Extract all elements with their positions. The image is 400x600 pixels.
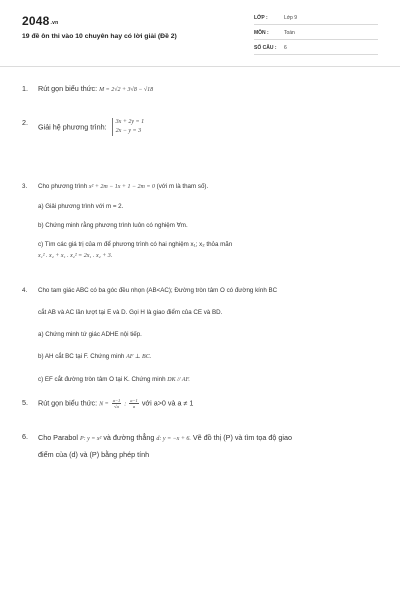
- sub-question-b: b) Chứng minh rằng phương trình luôn có nghiệm ∀m.: [38, 222, 188, 229]
- question-number: 4.: [22, 287, 28, 294]
- question-number: 1.: [22, 84, 28, 93]
- math-expression: x₁² . x₂ + x₁ . x₂² = 2x₁ . x₂ + 3.: [38, 253, 113, 259]
- logo[interactable]: $2048_{.vn}$: [22, 14, 59, 28]
- sub-question-b: b) AH cắt BC tại F. Chứng minh AF ⊥ BC.: [38, 353, 152, 360]
- sub-question-a: a) Giải phương trình với m = 2.: [38, 203, 124, 210]
- equation-system: 3x + 2y = 1 2x − y = 3: [112, 118, 144, 136]
- question-number: 2.: [22, 118, 28, 127]
- meta-label: SỐ CÂU :: [254, 45, 277, 51]
- math-expression: M = 2√2 + 3√8 − √18: [99, 87, 154, 93]
- fraction: $\frac{a-1}{√a}$: [112, 398, 121, 409]
- meta-class-row: [254, 13, 378, 25]
- question-body: Cho Parabol P: y = x² và đường thẳng d: y = −x + 6. Vẽ đồ thị (P) và tìm tọa độ giao điểm của (d) và (P) bằng phép tính: [38, 433, 292, 459]
- meta-value: Lớp 9: [284, 15, 298, 21]
- question-number: 5.: [22, 398, 28, 407]
- page-header: [0, 0, 400, 62]
- meta-subject-row: [254, 28, 378, 40]
- question-body: Rút gọn biểu thức: N = $\frac{a-1}{√a}$ : $\frac{a-1}{a}$ với a>0 và a ≠ 1: [38, 398, 194, 409]
- meta-value: Toán: [284, 30, 295, 36]
- question-number: 6.: [22, 432, 28, 441]
- document-title: 19 đề ôn thi vào 10 chuyên hay có lời giải (Đề 2): [22, 33, 177, 40]
- fraction: $\frac{a-1}{a}$: [130, 398, 138, 409]
- question-body: Giải hệ phương trình: 3x + 2y = 1 2x − y = 3: [38, 119, 145, 134]
- meta-label: MÔN :: [254, 30, 269, 36]
- meta-value: 6: [284, 45, 287, 51]
- question-body: Cho tam giác ABC có ba góc đều nhọn (AB<AC); Đường tròn tâm O có đường kính BC cắt AB và AC lần lượt tại E và D. Gọi H là giao điểm của CE và BD. a) Chứng minh tứ giác ADHE nội tiếp. b) AH cắt BC tại F. Chứng minh AF ⊥ BC. c) EF cắt đường tròn tâm O tại K. Chứng minh DK // AF.: [38, 286, 380, 385]
- question-body: Rút gọn biểu thức: M = 2√2 + 3√8 − √18: [38, 84, 154, 93]
- header-divider: [0, 66, 400, 67]
- meta-label: LỚP :: [254, 15, 268, 21]
- question-number: 3.: [22, 183, 28, 190]
- question-body: Cho phương trình x² + 2m − 1x + 1 − 2m = 0 (với m là tham số). a) Giải phương trình với m = 2. b) Chứng minh rằng phương trình luôn có nghiệm ∀m. c) Tìm các giá trị của m để phương trình có hai nghiệm x₁; x₂ thỏa mãn x₁² . x₂ + x₁ . x₂² = 2x₁ . x₂ + 3.: [38, 182, 380, 261]
- sub-question-c: c) EF cắt đường tròn tâm O tại K. Chứng minh DK // AF.: [38, 376, 190, 383]
- sub-question-a: a) Chứng minh tứ giác ADHE nội tiếp.: [38, 331, 142, 338]
- meta-count-row: [254, 43, 378, 55]
- sub-question-c: c) Tìm các giá trị của m để phương trình có hai nghiệm x₁; x₂ thỏa mãn: [38, 241, 233, 248]
